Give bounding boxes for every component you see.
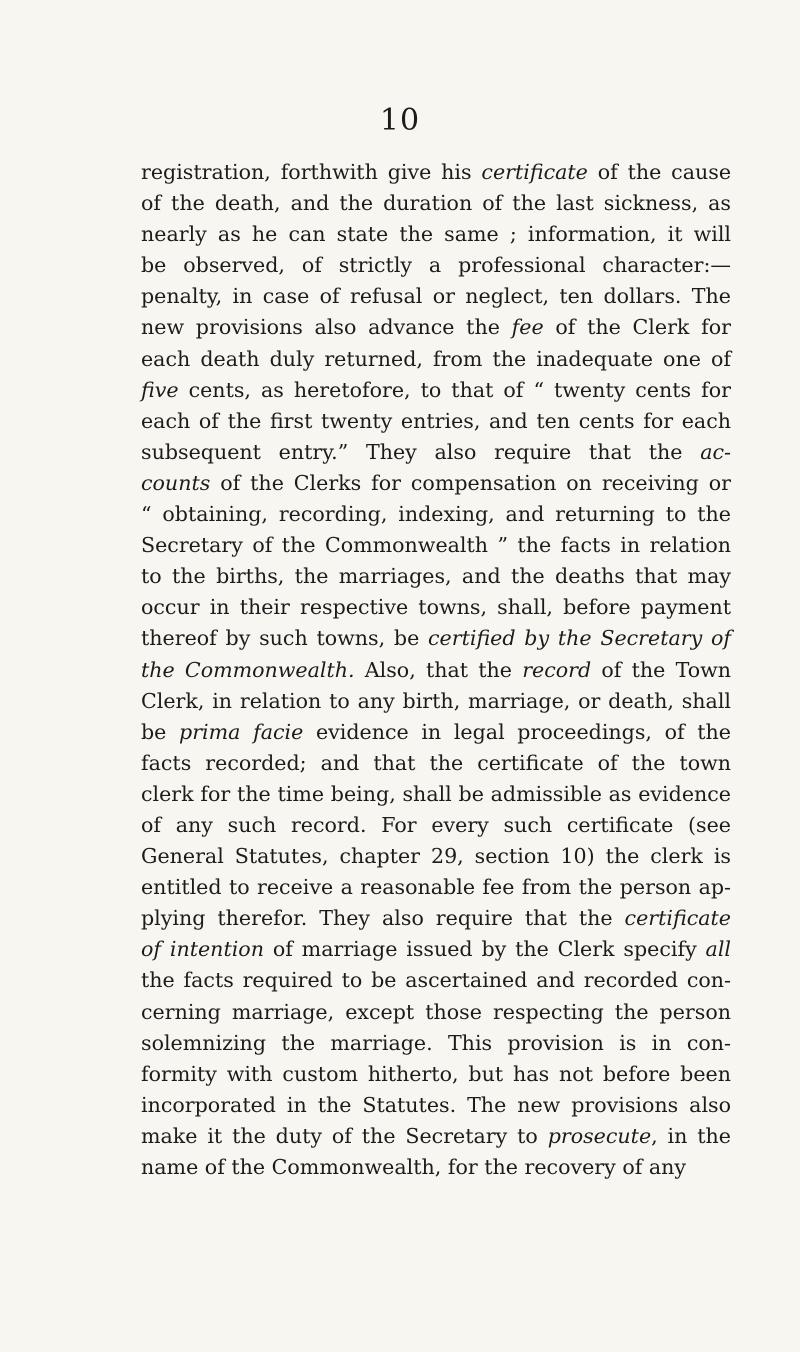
text-segment: “ obtaining, recording, indexing, and returning to the — [141, 502, 731, 527]
text-line — [141, 810, 731, 841]
text-segment: subsequent entry.” They also require that the — [141, 439, 701, 464]
text-segment: evidence in legal proceedings, of the — [303, 719, 731, 744]
italic-text: fee — [511, 315, 544, 340]
text-segment: be — [141, 719, 180, 744]
text-segment: solemnizing the marriage. This provision is in con- — [141, 1030, 731, 1055]
italic-text: record — [522, 657, 592, 682]
text-segment: thereof by such towns, be — [141, 626, 429, 651]
text-line — [141, 903, 731, 934]
text-segment: facts recorded; and that the certificate of the town — [141, 750, 731, 775]
text-segment: cents, as heretofore, to that of “ twenty cents for — [178, 377, 731, 402]
text-segment: General Statutes, chapter 29, section 10) the clerk is — [141, 844, 731, 869]
text-segment: make it the duty of the Secretary to — [141, 1123, 548, 1148]
text-line — [141, 1121, 731, 1152]
text-segment: clerk for the time being, shall be admissible as evidence — [141, 781, 731, 806]
text-line — [141, 655, 731, 686]
text-line — [141, 1028, 731, 1059]
text-line — [141, 717, 731, 748]
text-segment: of the Town — [591, 657, 731, 682]
text-segment: of the Clerks for compensation on receiving or — [210, 470, 731, 495]
italic-text: certificate — [481, 160, 588, 184]
page-number: 10 — [379, 103, 421, 138]
text-line — [141, 965, 731, 996]
text-segment: Secretary of the Commonwealth ” the facts in relation — [141, 533, 731, 558]
text-segment: each of the first twenty entries, and ten cents for each — [141, 408, 731, 433]
text-segment: occur in their respective towns, shall, before payment — [141, 595, 731, 620]
text-segment: registration, forthwith give his — [141, 160, 482, 184]
text-segment: penalty, in case of refusal or neglect, ten dollars. The — [141, 284, 731, 309]
text-line — [141, 219, 731, 250]
text-line — [141, 530, 731, 561]
italic-text: certified by the Secretary of — [428, 626, 731, 651]
text-line — [141, 406, 731, 437]
italic-text: certificate — [624, 906, 731, 931]
italic-text: all — [705, 937, 731, 962]
text-line — [141, 312, 731, 343]
text-line — [141, 592, 731, 623]
text-line — [141, 468, 731, 499]
text-segment: of marriage issued by the Clerk specify — [263, 937, 706, 962]
text-line — [141, 344, 731, 375]
text-line — [141, 934, 731, 965]
text-segment: new provisions also advance the — [141, 315, 512, 340]
italic-text: counts — [141, 470, 211, 495]
text-line — [141, 779, 731, 810]
text-segment: incorporated in the Statutes. The new provisions also — [141, 1092, 731, 1117]
text-line — [141, 1090, 731, 1121]
body-text — [141, 157, 731, 1183]
text-line — [141, 623, 731, 654]
italic-text: ac- — [700, 439, 731, 464]
text-line — [141, 188, 731, 219]
text-segment: the facts required to be ascertained and recorded con- — [141, 968, 731, 993]
italic-text: five — [141, 377, 179, 402]
text-line — [141, 686, 731, 717]
italic-text: prima facie — [179, 719, 304, 744]
italic-text: of intention — [141, 937, 264, 962]
italic-text: prosecute — [547, 1123, 652, 1148]
text-segment: to the births, the marriages, and the deaths that may — [141, 564, 731, 589]
text-line — [141, 748, 731, 779]
text-segment: , in the — [651, 1123, 731, 1148]
text-line — [141, 997, 731, 1028]
text-line — [141, 841, 731, 872]
text-line — [141, 1059, 731, 1090]
text-segment: of the Clerk for — [543, 315, 731, 340]
italic-text: the Commonwealth. — [141, 657, 355, 682]
text-segment: of the cause — [587, 160, 732, 184]
text-line — [141, 1152, 731, 1183]
text-segment: of the death, and the duration of the last sickness, as — [141, 191, 731, 216]
text-segment: be observed, of strictly a professional character:— — [141, 253, 731, 278]
text-segment: entitled to receive a reasonable fee from the person ap- — [141, 875, 731, 900]
text-line — [141, 157, 731, 188]
text-segment: cerning marriage, except those respecting the person — [141, 999, 731, 1024]
text-line — [141, 872, 731, 903]
text-line — [141, 375, 731, 406]
text-line — [141, 250, 731, 281]
text-segment: each death duly returned, from the inadequate one of — [141, 346, 731, 371]
text-segment: Clerk, in relation to any birth, marriage, or death, shall — [141, 688, 731, 713]
text-segment: formity with custom hitherto, but has not before been — [141, 1061, 731, 1086]
text-segment: name of the Commonwealth, for the recovery of any — [141, 1155, 687, 1179]
text-segment: plying therefor. They also require that the — [141, 906, 625, 931]
text-segment: nearly as he can state the same ; information, it will — [141, 222, 731, 247]
text-line — [141, 499, 731, 530]
text-line — [141, 281, 731, 312]
text-line — [141, 561, 731, 592]
text-segment: of any such record. For every such certificate (see — [141, 812, 731, 837]
text-line — [141, 437, 731, 468]
text-segment: Also, that the — [354, 657, 523, 682]
